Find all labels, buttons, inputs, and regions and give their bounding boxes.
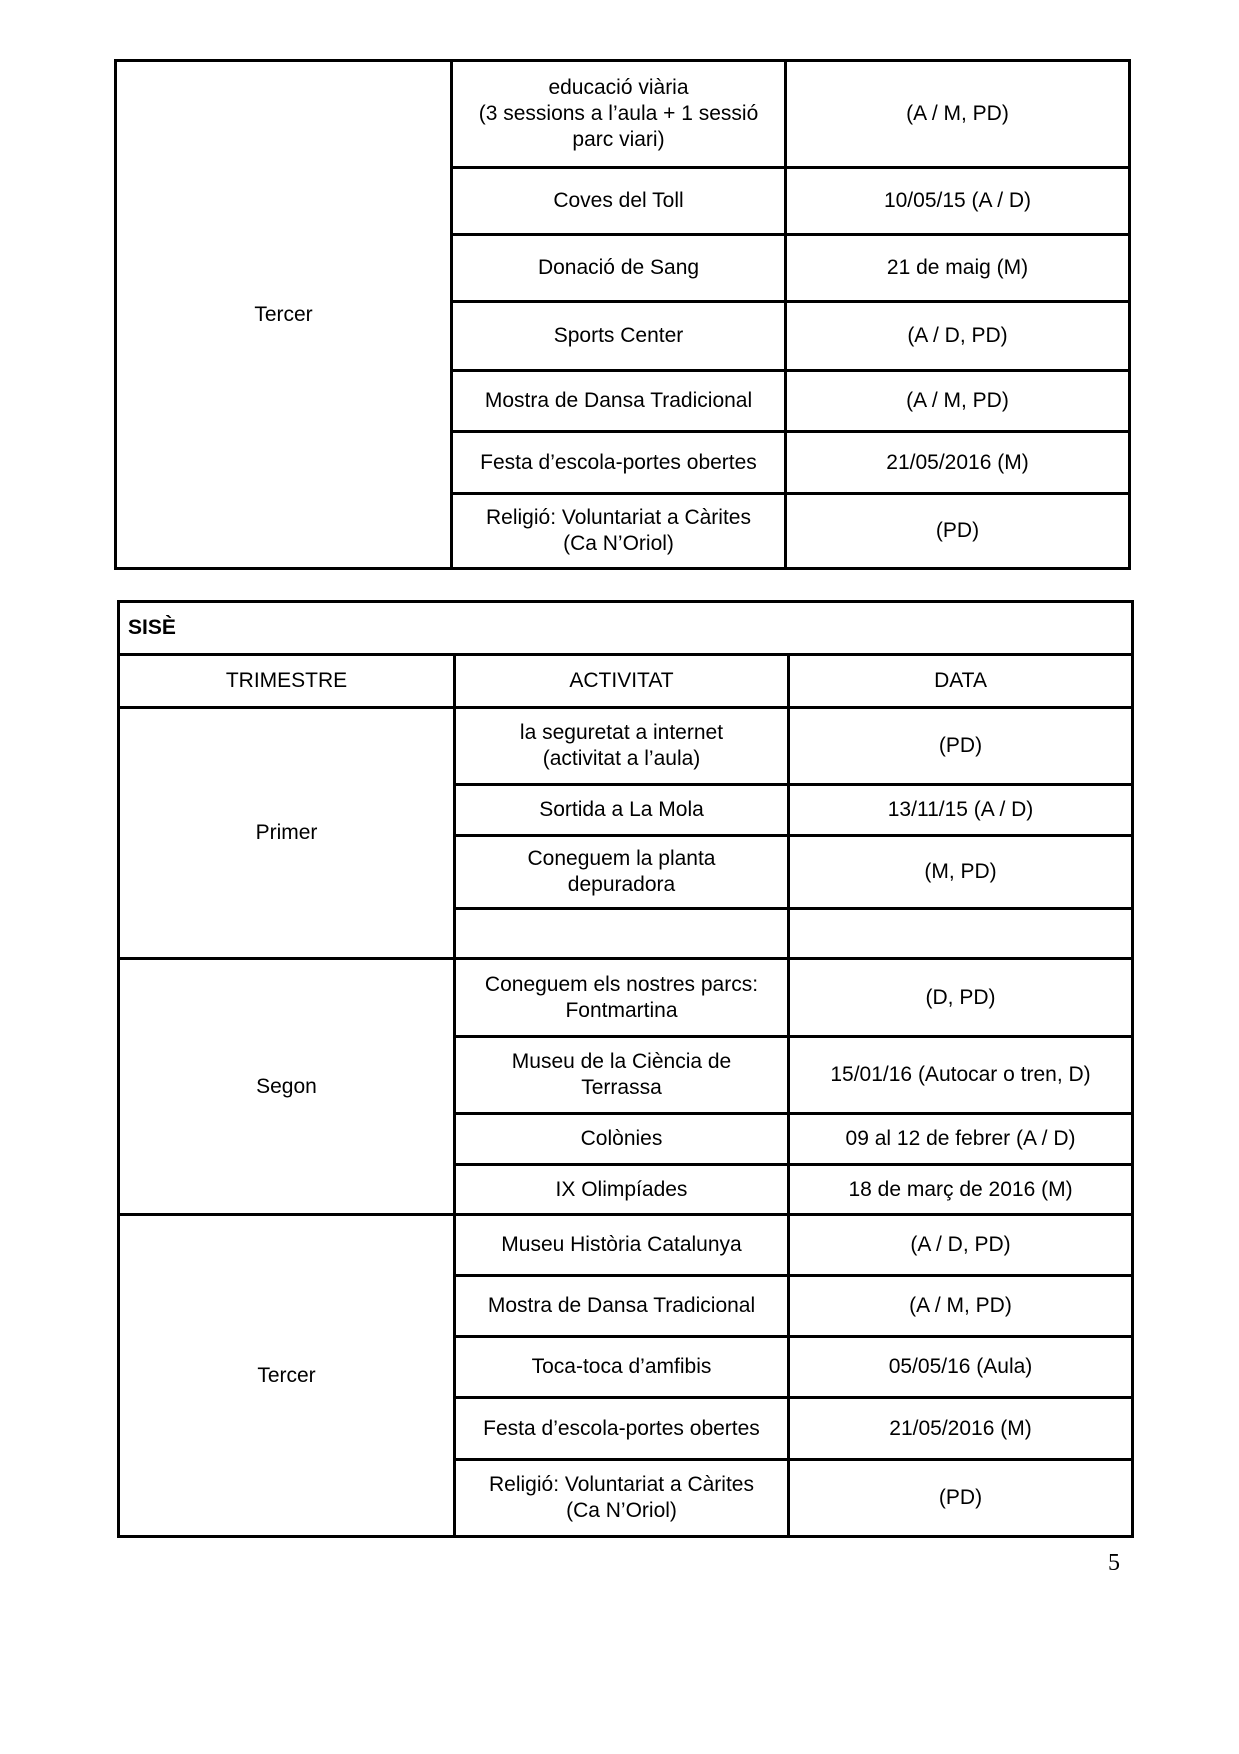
activitat-line: parc viari) bbox=[572, 128, 665, 151]
data-cell: (PD) bbox=[786, 494, 1130, 569]
activities-table-sise bbox=[117, 600, 1134, 1538]
grade-title-row bbox=[119, 602, 1133, 655]
activitat-cell: Mostra de Dansa Tradicional bbox=[452, 371, 786, 432]
activitat-cell: Coves del Toll bbox=[452, 168, 786, 235]
data-cell: 09 al 12 de febrer (A / D) bbox=[789, 1114, 1133, 1165]
header-trimestre: TRIMESTRE bbox=[119, 655, 455, 708]
data-cell: (M, PD) bbox=[789, 836, 1133, 909]
activitat-line: Coneguem els nostres parcs: bbox=[484, 972, 759, 996]
header-activitat: ACTIVITAT bbox=[455, 655, 789, 708]
activitat-cell: Festa d’escola-portes obertes bbox=[455, 1398, 789, 1460]
activitat-line: Fontmartina bbox=[565, 998, 678, 1022]
activitat-line: Museu de la Ciència de bbox=[511, 1050, 732, 1073]
data-cell: 18 de març de 2016 (M) bbox=[789, 1165, 1133, 1215]
trimestre-cell: Tercer bbox=[119, 1215, 455, 1537]
activitat-cell bbox=[455, 708, 789, 785]
data-cell: (A / D, PD) bbox=[789, 1215, 1133, 1276]
activitat-cell: Toca-toca d’amfibis bbox=[455, 1337, 789, 1398]
activitat-cell bbox=[455, 1460, 789, 1537]
table-row bbox=[119, 708, 1133, 785]
data-cell: (A / M, PD) bbox=[789, 1276, 1133, 1337]
data-cell: 13/11/15 (A / D) bbox=[789, 785, 1133, 836]
activitat-cell: Donació de Sang bbox=[452, 235, 786, 302]
table-row bbox=[116, 61, 1130, 168]
activitat-cell bbox=[455, 1037, 789, 1114]
activitat-line: Religió: Voluntariat a Càrites bbox=[489, 1473, 754, 1496]
table-row bbox=[119, 1215, 1133, 1276]
data-cell: 15/01/16 (Autocar o tren, D) bbox=[789, 1037, 1133, 1114]
header-row bbox=[119, 655, 1133, 708]
data-cell: (A / D, PD) bbox=[786, 302, 1130, 371]
activitat-cell: IX Olimpíades bbox=[455, 1165, 789, 1215]
activitat-cell: Sortida a La Mola bbox=[455, 785, 789, 836]
page-number: 5 bbox=[1108, 1550, 1120, 1576]
activitat-cell: Sports Center bbox=[452, 302, 786, 371]
activities-table-previous-grade bbox=[114, 59, 1131, 570]
activitat-line: la seguretat a internet bbox=[519, 721, 724, 744]
trimestre-cell: Segon bbox=[119, 959, 455, 1215]
activitat-cell bbox=[455, 959, 789, 1037]
activitat-line: Religió: Voluntariat a Càrites bbox=[486, 506, 751, 529]
activitat-line: (Ca N’Oriol) bbox=[563, 532, 674, 555]
activitat-line: depuradora bbox=[567, 873, 676, 896]
activitat-line: Coneguem la planta bbox=[527, 847, 716, 870]
data-cell: (PD) bbox=[789, 1460, 1133, 1537]
trimestre-cell: Primer bbox=[119, 708, 455, 959]
activitat-line: (Ca N’Oriol) bbox=[566, 1499, 677, 1522]
data-cell: 21/05/2016 (M) bbox=[789, 1398, 1133, 1460]
data-cell: (A / M, PD) bbox=[786, 371, 1130, 432]
data-cell: 21/05/2016 (M) bbox=[786, 432, 1130, 494]
data-cell: (PD) bbox=[789, 708, 1133, 785]
activitat-cell bbox=[455, 836, 789, 909]
data-cell: (A / M, PD) bbox=[786, 61, 1130, 168]
activitat-cell: Museu Història Catalunya bbox=[455, 1215, 789, 1276]
activitat-line: Terrassa bbox=[581, 1076, 662, 1099]
trimestre-cell: Tercer bbox=[116, 61, 452, 569]
activitat-cell bbox=[452, 494, 786, 569]
header-data: DATA bbox=[789, 655, 1133, 708]
activitat-cell bbox=[452, 61, 786, 168]
data-cell: 10/05/15 (A / D) bbox=[786, 168, 1130, 235]
table-row bbox=[119, 959, 1133, 1037]
activitat-line: (activitat a l’aula) bbox=[542, 747, 701, 770]
activitat-cell: Colònies bbox=[455, 1114, 789, 1165]
activitat-cell: Festa d’escola-portes obertes bbox=[452, 432, 786, 494]
data-cell: 05/05/16 (Aula) bbox=[789, 1337, 1133, 1398]
data-cell: 21 de maig (M) bbox=[786, 235, 1130, 302]
activitat-cell-empty bbox=[455, 909, 789, 959]
activitat-line: (3 sessions a l’aula + 1 sessió bbox=[478, 102, 759, 125]
activitat-cell: Mostra de Dansa Tradicional bbox=[455, 1276, 789, 1337]
activitat-line: educació viària bbox=[548, 76, 689, 99]
data-cell: (D, PD) bbox=[789, 959, 1133, 1037]
grade-title: SISÈ bbox=[119, 602, 1133, 655]
data-cell-empty bbox=[789, 909, 1133, 959]
